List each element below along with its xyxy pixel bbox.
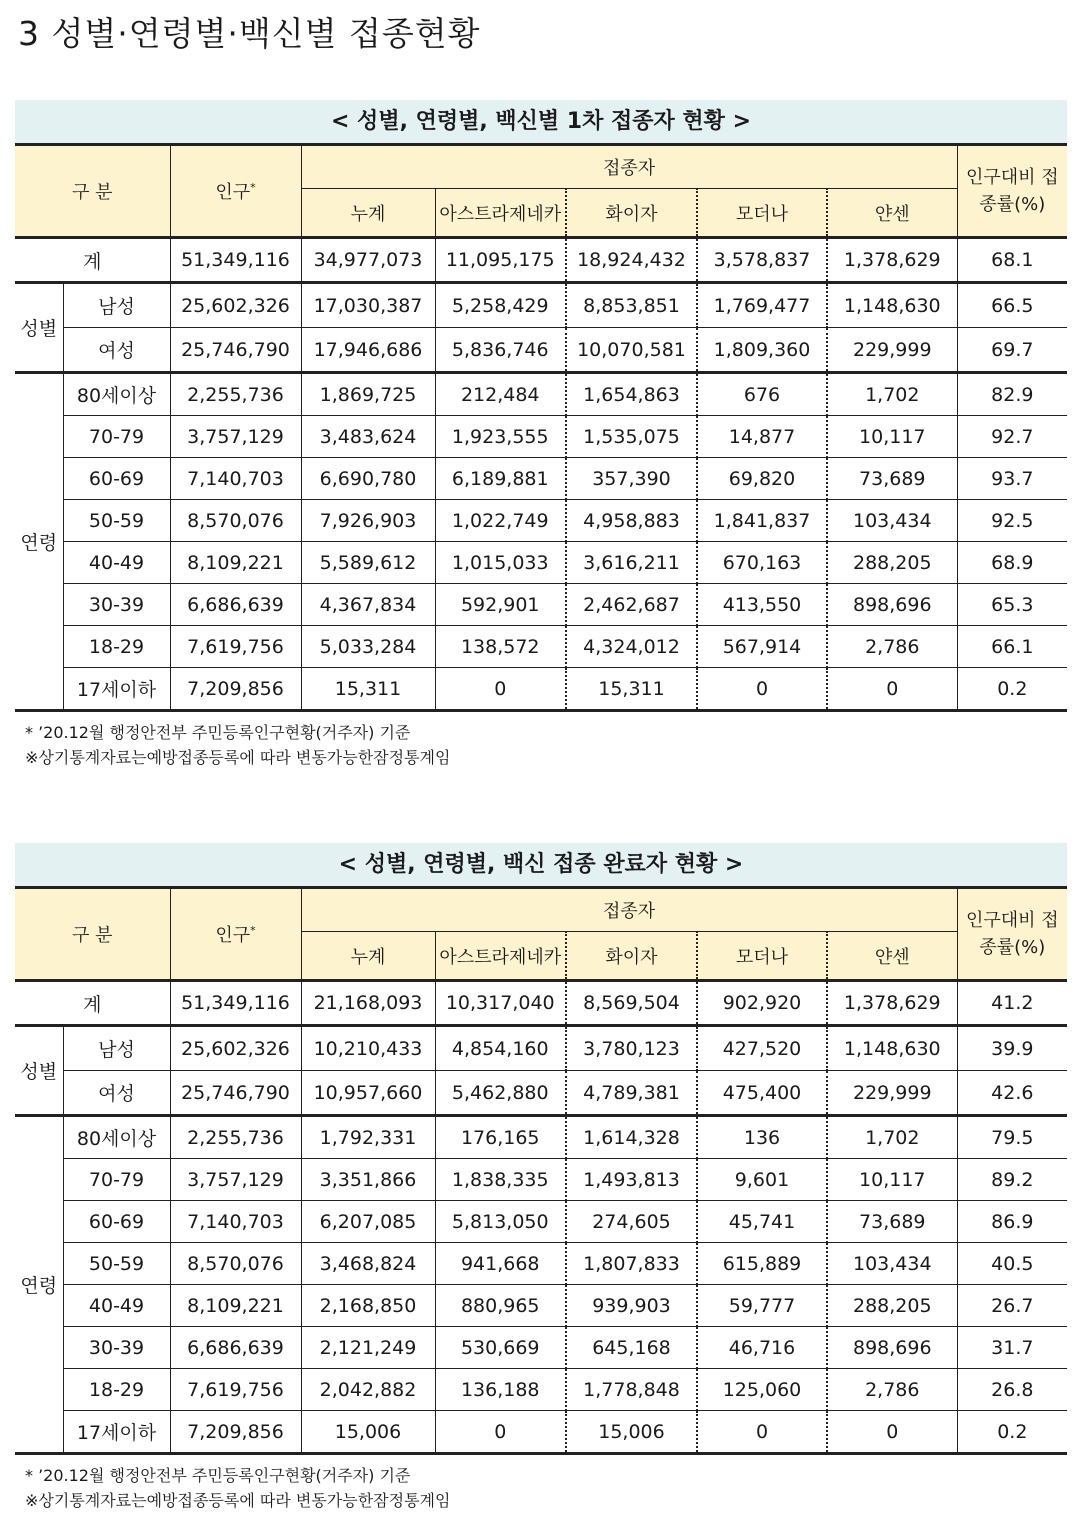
table-cell: 6,690,780 xyxy=(301,458,435,500)
table-cell: 1,702 xyxy=(827,373,957,416)
table-cell: 11,095,175 xyxy=(435,238,566,283)
table-cell: 567,914 xyxy=(697,626,827,668)
table-cell: 25,602,326 xyxy=(170,1026,301,1071)
table-cell: 73,689 xyxy=(827,1201,957,1243)
header-vaccinated: 접종자 xyxy=(301,145,957,189)
row-label: 80세이상 xyxy=(63,373,170,416)
table-cell: 10,117 xyxy=(827,1159,957,1201)
table-title: < 성별, 연령별, 백신별 1차 접종자 현황 > xyxy=(15,100,1067,143)
table-cell: 68.1 xyxy=(957,238,1067,283)
footnotes xyxy=(15,1463,1067,1513)
table-cell: 3,578,837 xyxy=(697,238,827,283)
row-label: 여성 xyxy=(63,1071,170,1116)
table-cell: 357,390 xyxy=(566,458,697,500)
table-title: < 성별, 연령별, 백신 접종 완료자 현황 > xyxy=(15,843,1067,886)
table-cell: 592,901 xyxy=(435,584,566,626)
table-cell: 6,686,639 xyxy=(170,584,301,626)
table-cell: 0 xyxy=(697,668,827,711)
header-vaccine-column: 모더나 xyxy=(697,189,827,238)
table-cell: 86.9 xyxy=(957,1201,1067,1243)
header-vaccine-column: 아스트라제네카 xyxy=(435,189,566,238)
table-row-total xyxy=(15,238,1067,283)
table-cell: 73,689 xyxy=(827,458,957,500)
table-cell: 902,920 xyxy=(697,981,827,1026)
table-cell: 1,778,848 xyxy=(566,1369,697,1411)
header-row xyxy=(15,888,1067,932)
table-cell: 1,807,833 xyxy=(566,1243,697,1285)
table-row-age xyxy=(15,1159,1067,1201)
row-label: 80세이상 xyxy=(63,1116,170,1159)
table-row-total xyxy=(15,981,1067,1026)
table-row-age xyxy=(15,626,1067,668)
table-cell: 1,702 xyxy=(827,1116,957,1159)
vaccination-table xyxy=(15,143,1067,712)
footnote: ※상기통계자료는예방접종등록에 따라 변동가능한잠정통계임 xyxy=(25,748,451,767)
table-cell: 176,165 xyxy=(435,1116,566,1159)
table-cell: 2,121,249 xyxy=(301,1327,435,1369)
table-row-age xyxy=(15,1369,1067,1411)
row-label: 60-69 xyxy=(63,1201,170,1243)
table-cell: 7,209,856 xyxy=(170,668,301,711)
footnote-mark: * xyxy=(250,181,256,194)
header-population-label: 인구 xyxy=(215,925,251,946)
table-cell: 25,602,326 xyxy=(170,283,301,328)
header-vaccine-column: 얀센 xyxy=(827,189,957,238)
header-vaccine-column: 누계 xyxy=(301,189,435,238)
table-cell: 5,258,429 xyxy=(435,283,566,328)
table-cell: 45,741 xyxy=(697,1201,827,1243)
row-label: 40-49 xyxy=(63,542,170,584)
table-cell: 427,520 xyxy=(697,1026,827,1071)
table-row-age xyxy=(15,1243,1067,1285)
table-cell: 10,317,040 xyxy=(435,981,566,1026)
table-cell: 15,006 xyxy=(301,1411,435,1454)
header-rate: 인구대비 접종률(%) xyxy=(957,888,1067,981)
table-cell: 2,462,687 xyxy=(566,584,697,626)
table-cell: 5,813,050 xyxy=(435,1201,566,1243)
table-cell: 69,820 xyxy=(697,458,827,500)
table-cell: 0.2 xyxy=(957,1411,1067,1454)
table-cell: 17,946,686 xyxy=(301,328,435,373)
table-cell: 3,616,211 xyxy=(566,542,697,584)
table-cell: 31.7 xyxy=(957,1327,1067,1369)
table-cell: 615,889 xyxy=(697,1243,827,1285)
table-cell: 274,605 xyxy=(566,1201,697,1243)
row-label: 70-79 xyxy=(63,416,170,458)
table-cell: 136 xyxy=(697,1116,827,1159)
table-cell: 103,434 xyxy=(827,1243,957,1285)
table-cell: 79.5 xyxy=(957,1116,1067,1159)
table-row-sex xyxy=(15,1071,1067,1116)
table-cell: 670,163 xyxy=(697,542,827,584)
table-cell: 0 xyxy=(435,1411,566,1454)
first-dose-table-block xyxy=(15,100,1067,770)
table-row-sex xyxy=(15,283,1067,328)
table-cell: 880,965 xyxy=(435,1285,566,1327)
table-cell: 676 xyxy=(697,373,827,416)
table-cell: 17,030,387 xyxy=(301,283,435,328)
table-cell: 26.8 xyxy=(957,1369,1067,1411)
table-cell: 34,977,073 xyxy=(301,238,435,283)
table-cell: 18,924,432 xyxy=(566,238,697,283)
table-cell: 8,853,851 xyxy=(566,283,697,328)
table-cell: 15,311 xyxy=(566,668,697,711)
table-cell: 125,060 xyxy=(697,1369,827,1411)
header-vaccinated: 접종자 xyxy=(301,888,957,932)
row-label: 계 xyxy=(15,981,170,1026)
table-cell: 212,484 xyxy=(435,373,566,416)
table-cell: 1,148,630 xyxy=(827,283,957,328)
row-label: 남성 xyxy=(63,1026,170,1071)
table-cell: 68.9 xyxy=(957,542,1067,584)
table-row-age xyxy=(15,416,1067,458)
table-cell: 46,716 xyxy=(697,1327,827,1369)
table-row-age xyxy=(15,458,1067,500)
footnote: ※상기통계자료는예방접종등록에 따라 변동가능한잠정통계임 xyxy=(25,1491,451,1510)
table-cell: 3,757,129 xyxy=(170,1159,301,1201)
table-cell: 1,841,837 xyxy=(697,500,827,542)
table-cell: 7,209,856 xyxy=(170,1411,301,1454)
table-cell: 66.1 xyxy=(957,626,1067,668)
row-label: 30-39 xyxy=(63,584,170,626)
footnote: * ’20.12월 행정안전부 주민등록인구현황(거주자) 기준 xyxy=(25,1466,411,1485)
table-row-age xyxy=(15,1327,1067,1369)
table-cell: 229,999 xyxy=(827,1071,957,1116)
header-row xyxy=(15,145,1067,189)
row-label: 17세이하 xyxy=(63,1411,170,1454)
table-cell: 51,349,116 xyxy=(170,238,301,283)
table-cell: 898,696 xyxy=(827,584,957,626)
footnote: * ’20.12월 행정안전부 주민등록인구현황(거주자) 기준 xyxy=(25,723,411,742)
footnotes xyxy=(15,720,1067,770)
table-cell: 8,569,504 xyxy=(566,981,697,1026)
table-cell: 3,351,866 xyxy=(301,1159,435,1201)
table-cell: 530,669 xyxy=(435,1327,566,1369)
table-row-sex xyxy=(15,328,1067,373)
table-cell: 288,205 xyxy=(827,1285,957,1327)
table-cell: 103,434 xyxy=(827,500,957,542)
header-vaccine-column: 누계 xyxy=(301,932,435,981)
table-cell: 9,601 xyxy=(697,1159,827,1201)
group-label-age: 연령 xyxy=(15,373,63,711)
header-vaccine-column: 화이자 xyxy=(566,932,697,981)
table-cell: 138,572 xyxy=(435,626,566,668)
table-cell: 939,903 xyxy=(566,1285,697,1327)
table-cell: 4,958,883 xyxy=(566,500,697,542)
table-cell: 10,070,581 xyxy=(566,328,697,373)
table-cell: 8,570,076 xyxy=(170,1243,301,1285)
table-cell: 65.3 xyxy=(957,584,1067,626)
table-cell: 14,877 xyxy=(697,416,827,458)
header-vaccine-column: 얀센 xyxy=(827,932,957,981)
table-cell: 1,838,335 xyxy=(435,1159,566,1201)
table-row-age xyxy=(15,1201,1067,1243)
table-cell: 10,117 xyxy=(827,416,957,458)
table-cell: 21,168,093 xyxy=(301,981,435,1026)
table-cell: 0.2 xyxy=(957,668,1067,711)
row-label: 여성 xyxy=(63,328,170,373)
table-cell: 1,535,075 xyxy=(566,416,697,458)
table-cell: 413,550 xyxy=(697,584,827,626)
table-cell: 92.7 xyxy=(957,416,1067,458)
table-cell: 3,757,129 xyxy=(170,416,301,458)
table-cell: 8,570,076 xyxy=(170,500,301,542)
table-cell: 8,109,221 xyxy=(170,542,301,584)
table-cell: 5,462,880 xyxy=(435,1071,566,1116)
table-cell: 93.7 xyxy=(957,458,1067,500)
table-cell: 39.9 xyxy=(957,1026,1067,1071)
header-population xyxy=(170,145,301,238)
table-cell: 4,854,160 xyxy=(435,1026,566,1071)
table-cell: 475,400 xyxy=(697,1071,827,1116)
header-vaccine-column: 화이자 xyxy=(566,189,697,238)
group-label-age: 연령 xyxy=(15,1116,63,1454)
table-cell: 7,619,756 xyxy=(170,626,301,668)
table-cell: 7,619,756 xyxy=(170,1369,301,1411)
table-cell: 6,207,085 xyxy=(301,1201,435,1243)
table-cell: 10,957,660 xyxy=(301,1071,435,1116)
table-cell: 1,378,629 xyxy=(827,981,957,1026)
table-cell: 82.9 xyxy=(957,373,1067,416)
table-cell: 5,836,746 xyxy=(435,328,566,373)
table-cell: 2,255,736 xyxy=(170,1116,301,1159)
table-cell: 1,792,331 xyxy=(301,1116,435,1159)
table-cell: 66.5 xyxy=(957,283,1067,328)
table-cell: 89.2 xyxy=(957,1159,1067,1201)
table-cell: 4,367,834 xyxy=(301,584,435,626)
table-cell: 15,311 xyxy=(301,668,435,711)
section-heading: 3 성별·연령별·백신별 접종현황 xyxy=(18,14,481,53)
table-cell: 10,210,433 xyxy=(301,1026,435,1071)
table-cell: 898,696 xyxy=(827,1327,957,1369)
table-row-age xyxy=(15,1285,1067,1327)
table-cell: 42.6 xyxy=(957,1071,1067,1116)
table-cell: 1,769,477 xyxy=(697,283,827,328)
table-cell: 1,614,328 xyxy=(566,1116,697,1159)
table-cell: 5,589,612 xyxy=(301,542,435,584)
table-row-age xyxy=(15,373,1067,416)
table-row-age xyxy=(15,584,1067,626)
table-cell: 3,468,824 xyxy=(301,1243,435,1285)
table-cell: 288,205 xyxy=(827,542,957,584)
row-label: 남성 xyxy=(63,283,170,328)
row-label: 40-49 xyxy=(63,1285,170,1327)
row-label: 50-59 xyxy=(63,1243,170,1285)
group-label-sex: 성별 xyxy=(15,1026,63,1116)
table-cell: 25,746,790 xyxy=(170,1071,301,1116)
row-label: 18-29 xyxy=(63,1369,170,1411)
table-cell: 4,324,012 xyxy=(566,626,697,668)
header-category: 구 분 xyxy=(15,888,170,981)
table-cell: 6,189,881 xyxy=(435,458,566,500)
table-cell: 2,255,736 xyxy=(170,373,301,416)
table-cell: 7,926,903 xyxy=(301,500,435,542)
table-cell: 2,042,882 xyxy=(301,1369,435,1411)
table-cell: 1,654,863 xyxy=(566,373,697,416)
table-cell: 5,033,284 xyxy=(301,626,435,668)
table-row-age xyxy=(15,542,1067,584)
row-label: 50-59 xyxy=(63,500,170,542)
table-cell: 1,809,360 xyxy=(697,328,827,373)
table-cell: 229,999 xyxy=(827,328,957,373)
table-row-age xyxy=(15,1411,1067,1454)
footnote-mark: * xyxy=(250,924,256,937)
table-cell: 1,378,629 xyxy=(827,238,957,283)
table-cell: 2,786 xyxy=(827,1369,957,1411)
table-row-age xyxy=(15,1116,1067,1159)
table-cell: 40.5 xyxy=(957,1243,1067,1285)
table-cell: 0 xyxy=(697,1411,827,1454)
table-cell: 1,015,033 xyxy=(435,542,566,584)
table-cell: 136,188 xyxy=(435,1369,566,1411)
table-cell: 92.5 xyxy=(957,500,1067,542)
table-cell: 8,109,221 xyxy=(170,1285,301,1327)
row-label: 70-79 xyxy=(63,1159,170,1201)
vaccination-table xyxy=(15,886,1067,1455)
table-cell: 1,022,749 xyxy=(435,500,566,542)
table-row-age xyxy=(15,500,1067,542)
row-label: 계 xyxy=(15,238,170,283)
table-cell: 3,780,123 xyxy=(566,1026,697,1071)
header-category: 구 분 xyxy=(15,145,170,238)
table-cell: 25,746,790 xyxy=(170,328,301,373)
table-cell: 1,148,630 xyxy=(827,1026,957,1071)
header-rate: 인구대비 접종률(%) xyxy=(957,145,1067,238)
table-cell: 7,140,703 xyxy=(170,1201,301,1243)
table-cell: 15,006 xyxy=(566,1411,697,1454)
header-vaccine-column: 모더나 xyxy=(697,932,827,981)
table-cell: 0 xyxy=(827,668,957,711)
table-cell: 6,686,639 xyxy=(170,1327,301,1369)
table-cell: 1,923,555 xyxy=(435,416,566,458)
table-cell: 0 xyxy=(827,1411,957,1454)
row-label: 60-69 xyxy=(63,458,170,500)
table-cell: 1,869,725 xyxy=(301,373,435,416)
table-cell: 1,493,813 xyxy=(566,1159,697,1201)
table-row-age xyxy=(15,668,1067,711)
row-label: 30-39 xyxy=(63,1327,170,1369)
header-vaccine-column: 아스트라제네카 xyxy=(435,932,566,981)
table-cell: 3,483,624 xyxy=(301,416,435,458)
table-cell: 26.7 xyxy=(957,1285,1067,1327)
table-cell: 69.7 xyxy=(957,328,1067,373)
group-label-sex: 성별 xyxy=(15,283,63,373)
table-cell: 59,777 xyxy=(697,1285,827,1327)
row-label: 18-29 xyxy=(63,626,170,668)
fully-vaccinated-table-block xyxy=(15,843,1067,1513)
table-cell: 941,668 xyxy=(435,1243,566,1285)
table-cell: 645,168 xyxy=(566,1327,697,1369)
row-label: 17세이하 xyxy=(63,668,170,711)
table-cell: 0 xyxy=(435,668,566,711)
header-population-label: 인구 xyxy=(215,182,251,203)
table-cell: 2,786 xyxy=(827,626,957,668)
table-cell: 2,168,850 xyxy=(301,1285,435,1327)
table-cell: 4,789,381 xyxy=(566,1071,697,1116)
table-row-sex xyxy=(15,1026,1067,1071)
header-population xyxy=(170,888,301,981)
table-cell: 41.2 xyxy=(957,981,1067,1026)
table-cell: 51,349,116 xyxy=(170,981,301,1026)
table-cell: 7,140,703 xyxy=(170,458,301,500)
